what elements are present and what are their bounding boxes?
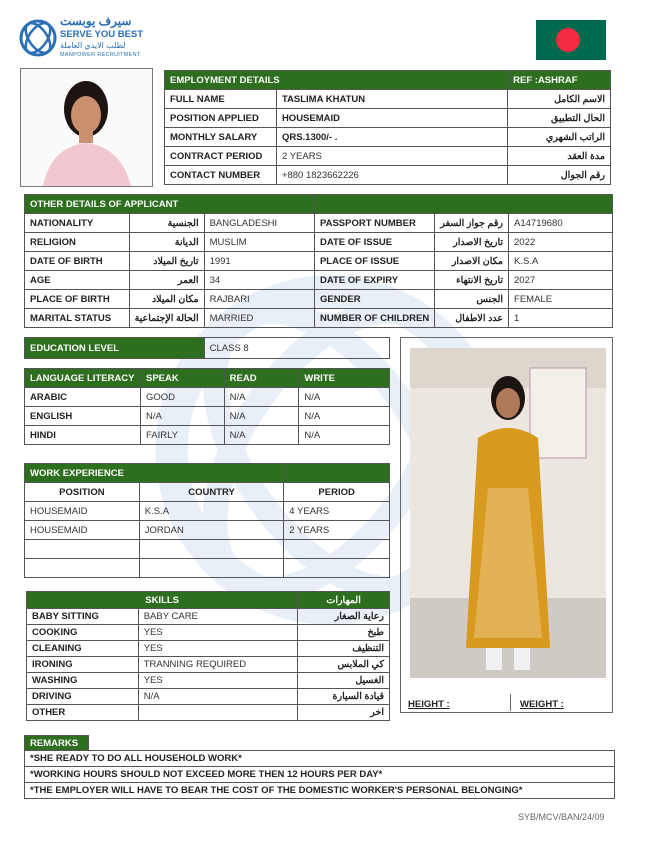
ref-label: REF :ASHRAF bbox=[508, 71, 611, 90]
document-code: SYB/MCV/BAN/24/09 bbox=[518, 812, 605, 822]
salary-arabic: الراتب الشهري bbox=[508, 128, 611, 147]
applicant-full-body-photo bbox=[410, 348, 606, 678]
full-name-label: FULL NAME bbox=[165, 90, 277, 109]
table-row: DATE OF BIRTH تاريخ الميلاد 1991 PLACE OF ISSUE مكان الاصدار K.S.A bbox=[25, 252, 613, 271]
table-row: COOKING YES طبخ bbox=[27, 625, 390, 641]
logo-company-name: SERVE YOU BEST bbox=[60, 29, 144, 40]
country-column: COUNTRY bbox=[139, 483, 284, 502]
bangladesh-flag-icon bbox=[536, 20, 606, 60]
education-label: EDUCATION LEVEL bbox=[25, 338, 205, 359]
skills-table bbox=[26, 591, 390, 721]
logo-emblem-icon bbox=[18, 16, 58, 60]
full-name-value: TASLIMA KHATUN bbox=[276, 90, 507, 109]
education-table bbox=[24, 337, 390, 359]
speak-header: SPEAK bbox=[140, 369, 224, 388]
period-column: PERIOD bbox=[284, 483, 390, 502]
work-experience-table bbox=[24, 463, 390, 578]
table-row: WASHING YES الغسيل bbox=[27, 673, 390, 689]
logo-arabic-subtext: لطلب الايدي العاملة bbox=[60, 41, 126, 50]
table-row: HOUSEMAID K.S.A 4 YEARS bbox=[25, 502, 390, 521]
other-details-header: OTHER DETAILS OF APPLICANT bbox=[25, 195, 315, 214]
employment-header: EMPLOYMENT DETAILS bbox=[165, 71, 508, 90]
remark-item: *THE EMPLOYER WILL HAVE TO BEAR THE COST OF THE DOMESTIC WORKER'S PERSONAL BELONGING* bbox=[25, 783, 615, 799]
remarks-table bbox=[24, 735, 615, 799]
table-row: AGE العمر 34 DATE OF EXPIRY تاريخ الانتهاء 2027 bbox=[25, 271, 613, 290]
skills-header: SKILLS bbox=[27, 592, 298, 609]
applicant-portrait-photo bbox=[20, 68, 153, 187]
contract-value: 2 YEARS bbox=[276, 147, 507, 166]
employment-details-table bbox=[164, 70, 611, 185]
write-header: WRITE bbox=[299, 369, 390, 388]
table-row: BABY SITTING BABY CARE رعاية الصغار bbox=[27, 609, 390, 625]
contact-value: +880 1823662226 bbox=[276, 166, 507, 185]
table-row: PLACE OF BIRTH مكان الميلاد RAJBARI GENDER الجنس FEMALE bbox=[25, 290, 613, 309]
logo-subtitle: MANPOWER RECRUITMENT bbox=[60, 52, 141, 58]
contact-arabic: رقم الجوال bbox=[508, 166, 611, 185]
contract-label: CONTRACT PERIOD bbox=[165, 147, 277, 166]
work-experience-header: WORK EXPERIENCE bbox=[25, 464, 284, 483]
table-row: NATIONALITY الجنسية BANGLADESHI PASSPORT NUMBER رقم جواز السفر A14719680 bbox=[25, 214, 613, 233]
other-details-table bbox=[24, 194, 613, 328]
work-experience-header-blank bbox=[284, 464, 390, 483]
remark-item: *WORKING HOURS SHOULD NOT EXCEED MORE THEN 12 HOURS PER DAY* bbox=[25, 767, 615, 783]
full-name-arabic: الاسم الكامل bbox=[508, 90, 611, 109]
salary-value: QRS.1300/- . bbox=[276, 128, 507, 147]
table-row: MARITAL STATUS الحالة الإجتماعية MARRIED NUMBER OF CHILDREN عدد الاطفال 1 bbox=[25, 309, 613, 328]
table-row: RELIGION الديانة MUSLIM DATE OF ISSUE تاريخ الاصدار 2022 bbox=[25, 233, 613, 252]
height-label: HEIGHT : bbox=[408, 699, 450, 710]
table-row: IRONING TRANNING REQUIRED كي الملابس bbox=[27, 657, 390, 673]
logo-arabic-text: سيرف يوبست bbox=[60, 14, 132, 28]
table-row: OTHER اخر bbox=[27, 705, 390, 721]
language-header: LANGUAGE LITERACY bbox=[25, 369, 141, 388]
language-table bbox=[24, 368, 390, 445]
table-row: DRIVING N/A قيادة السيارة bbox=[27, 689, 390, 705]
contact-label: CONTACT NUMBER bbox=[165, 166, 277, 185]
salary-label: MONTHLY SALARY bbox=[165, 128, 277, 147]
table-row: HINDI FAIRLY N/A N/A bbox=[25, 426, 390, 445]
remark-item: *SHE READY TO DO ALL HOUSEHOLD WORK* bbox=[25, 751, 615, 767]
remarks-header: REMARKS bbox=[25, 736, 89, 751]
position-arabic: الحال التطبيق bbox=[508, 109, 611, 128]
company-logo bbox=[18, 14, 148, 64]
read-header: READ bbox=[224, 369, 299, 388]
table-row bbox=[25, 540, 390, 559]
position-label: POSITION APPLIED bbox=[165, 109, 277, 128]
table-row: ARABIC GOOD N/A N/A bbox=[25, 388, 390, 407]
position-column: POSITION bbox=[25, 483, 140, 502]
table-row: HOUSEMAID JORDAN 2 YEARS bbox=[25, 521, 390, 540]
weight-label: WEIGHT : bbox=[520, 699, 564, 710]
table-row: CLEANING YES التنظيف bbox=[27, 641, 390, 657]
education-value: CLASS 8 bbox=[204, 338, 389, 359]
height-weight-divider bbox=[510, 694, 511, 711]
table-row bbox=[25, 559, 390, 578]
skills-header-arabic: المهارات bbox=[298, 592, 390, 609]
contract-arabic: مدة العقد bbox=[508, 147, 611, 166]
position-value: HOUSEMAID bbox=[276, 109, 507, 128]
table-row: ENGLISH N/A N/A N/A bbox=[25, 407, 390, 426]
other-details-header-blank bbox=[314, 195, 612, 214]
